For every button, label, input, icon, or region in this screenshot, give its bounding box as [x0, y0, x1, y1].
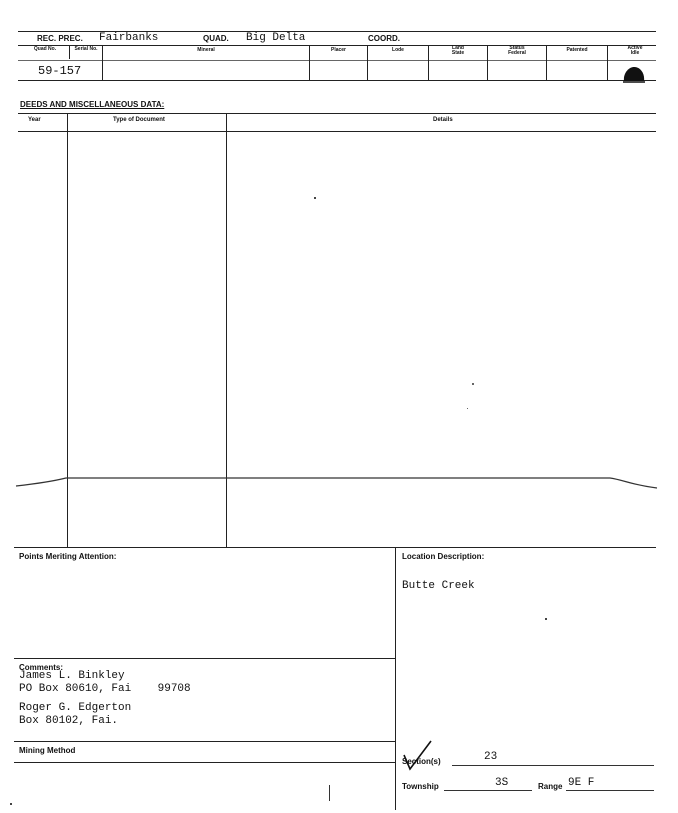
comment-line-2: PO Box 80610, Fai 99708 [19, 683, 191, 695]
claim-table-bottom-rule [18, 80, 656, 81]
location-description-label: Location Description: [402, 552, 485, 561]
comment-line-4: Box 80102, Fai. [19, 715, 119, 727]
deeds-col-year: Year [28, 117, 41, 123]
section-fill-line [452, 765, 654, 766]
deeds-col-details: Details [433, 117, 453, 123]
col-sep-patented [607, 45, 608, 80]
col-sep-land [487, 45, 488, 80]
col-sep-lode [428, 45, 429, 80]
points-meriting-label: Points Meriting Attention: [19, 552, 117, 561]
speck [545, 618, 547, 620]
deeds-top-rule [18, 113, 656, 114]
range-fill-line [566, 790, 654, 791]
mining-method-top-rule [14, 741, 395, 742]
location-description-value: Butte Creek [402, 580, 475, 592]
quad-serial-value: 59-157 [38, 64, 82, 78]
speck [467, 408, 468, 409]
mining-method-label: Mining Method [19, 746, 76, 755]
speck [472, 383, 474, 385]
claim-table-top-rule [18, 45, 656, 46]
comments-label: Comments: [19, 663, 64, 672]
bottom-center-divider [395, 547, 396, 810]
deeds-header-rule [18, 131, 656, 132]
page-fold-line [14, 472, 660, 496]
check-mark-icon [398, 738, 434, 772]
col-header-active-idle: Active Idle [627, 45, 643, 56]
col-header-status-federal: Status Federal [508, 45, 526, 56]
township-fill-line [444, 790, 532, 791]
quad-value: Big Delta [246, 32, 306, 44]
col-header-serial: Serial No. [74, 46, 98, 52]
township-value: 3S [495, 777, 509, 789]
rec-prec-value: Fairbanks [99, 32, 159, 44]
col-header-lode: Lode [392, 47, 404, 53]
quad-label: QUAD. [203, 34, 229, 43]
comment-line-3: Roger G. Edgerton [19, 702, 132, 714]
claim-table-header-rule [18, 60, 656, 61]
coord-label: COORD. [368, 34, 400, 43]
ink-stamp-icon [620, 64, 648, 84]
comments-top-rule [14, 658, 395, 659]
deeds-col-type: Type of Document [113, 117, 165, 123]
section-value: 23 [484, 751, 498, 763]
section-label: Section(s) [402, 757, 441, 766]
speck [314, 197, 316, 199]
mining-method-bottom-rule [14, 762, 395, 763]
speck [10, 803, 12, 805]
range-value: 9E F [568, 777, 595, 789]
col-header-patented: Patented [566, 47, 588, 53]
col-header-placer: Placer [330, 47, 346, 53]
col-header-land-state: Land State [451, 45, 465, 56]
range-label: Range [538, 782, 563, 791]
rec-prec-label: REC. PREC. [37, 34, 83, 43]
deeds-section-title: DEEDS AND MISCELLANEOUS DATA: [20, 100, 165, 109]
comment-line-1: James L. Binkley [19, 670, 125, 682]
col-header-quad: Quad No. [33, 46, 57, 52]
township-label: Township [402, 782, 439, 791]
stray-mark [329, 785, 330, 801]
bottom-section-top-rule [14, 547, 656, 548]
col-header-mineral: Mineral [197, 47, 215, 53]
